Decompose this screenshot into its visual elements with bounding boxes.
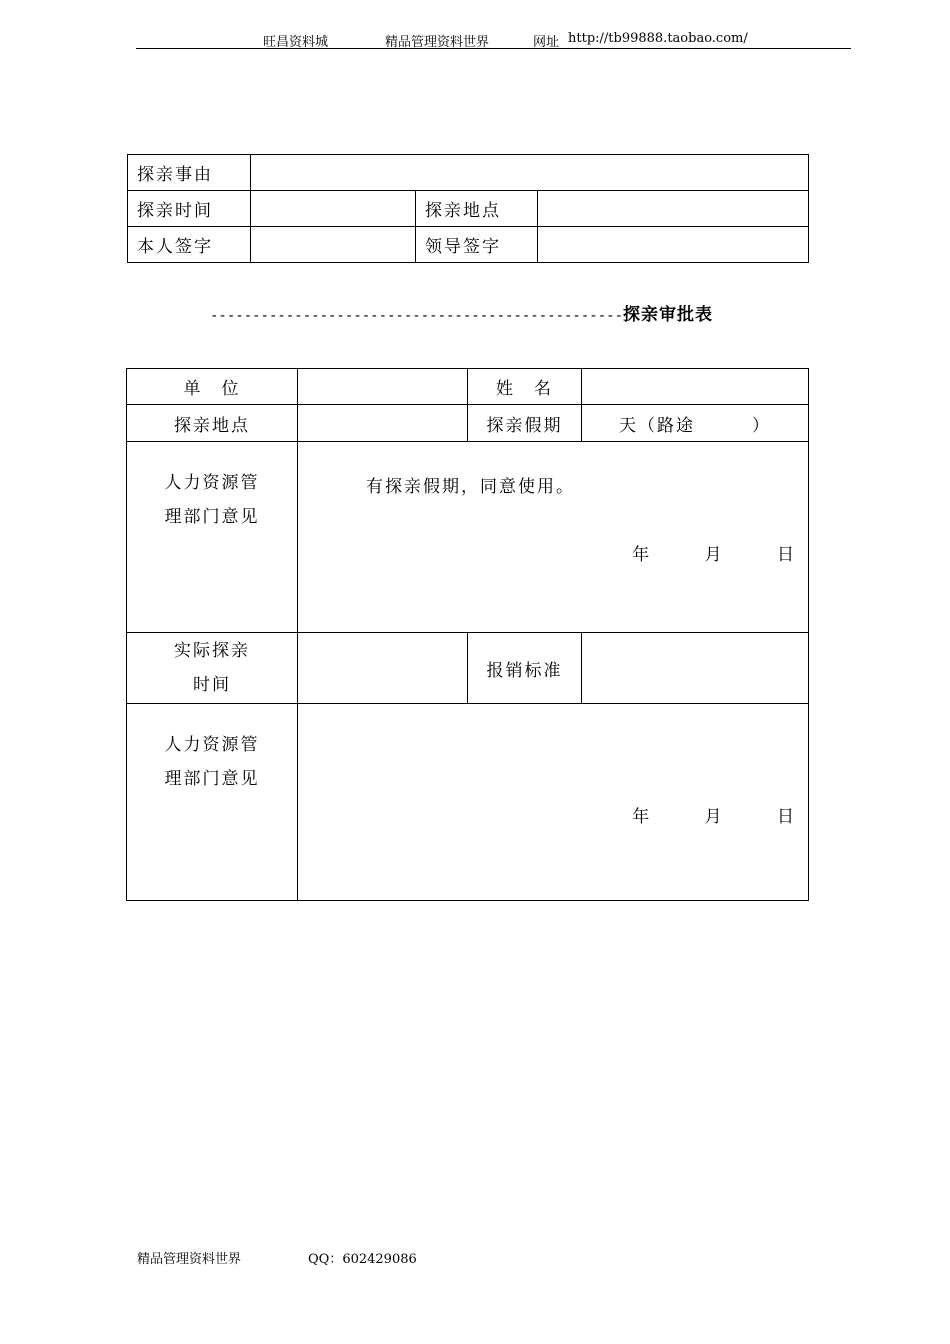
time-field[interactable] [251, 191, 416, 227]
reason-label: 探亲事由 [128, 155, 251, 191]
approval-date [632, 540, 796, 565]
table-row [127, 405, 809, 442]
place-field[interactable] [298, 405, 468, 442]
header-shop: 旺昌资料城 [263, 35, 329, 50]
date-year: 年 [632, 545, 652, 565]
actual-time-line1: 实际探亲 [174, 641, 250, 661]
table-row [128, 155, 809, 191]
table-row [127, 704, 809, 901]
hr-opinion-label [127, 442, 298, 633]
page-title [210, 300, 713, 325]
hr-opinion-cell[interactable] [298, 442, 809, 633]
footer-qq: QQ：602429086 [308, 1252, 417, 1267]
hr-opinion2-line2: 理部门意见 [164, 769, 260, 789]
actual-time-field[interactable] [298, 633, 468, 704]
table-row [127, 369, 809, 405]
header-brand: 精品管理资料世界 [385, 35, 490, 50]
reimburse-field[interactable] [582, 633, 809, 704]
table-row [128, 191, 809, 227]
header-url[interactable]: http://tb99888.taobao.com/ [568, 31, 748, 46]
hr-opinion-line2: 理部门意见 [164, 507, 260, 527]
date-day: 日 [777, 545, 796, 565]
date-month: 月 [704, 545, 724, 565]
self-sign-field[interactable] [251, 227, 416, 263]
place-label: 探亲地点 [127, 405, 298, 442]
name-field[interactable] [582, 369, 809, 405]
date2-month: 月 [704, 807, 724, 827]
unit-label: 单 位 [127, 369, 298, 405]
hr-opinion2-line1: 人力资源管 [164, 735, 260, 755]
leader-sign-label: 领导签字 [416, 227, 538, 263]
title-text: 探亲审批表 [623, 305, 714, 325]
time-label: 探亲时间 [128, 191, 251, 227]
table-row [127, 442, 809, 633]
visit-request-table [127, 154, 809, 263]
actual-time-line2: 时间 [193, 675, 231, 695]
header-divider [136, 48, 851, 49]
reimburse-label: 报销标准 [468, 633, 582, 704]
table-row [127, 633, 809, 704]
approval-date-2 [632, 802, 796, 827]
hr-opinion-text: 有探亲假期，同意使用。 [366, 477, 575, 497]
unit-field[interactable] [298, 369, 468, 405]
hr-opinion-line1: 人力资源管 [164, 473, 260, 493]
place-field[interactable] [538, 191, 809, 227]
hr-opinion2-cell[interactable] [298, 704, 809, 901]
leave-label: 探亲假期 [468, 405, 582, 442]
date2-day: 日 [777, 807, 796, 827]
leave-value[interactable]: 天（路途 ） [582, 405, 809, 442]
reason-field[interactable] [251, 155, 809, 191]
actual-time-label [127, 633, 298, 704]
footer-brand: 精品管理资料世界 [137, 1252, 242, 1267]
date2-year: 年 [632, 807, 652, 827]
approval-table [126, 368, 809, 901]
header-url-label: 网址 [533, 35, 560, 50]
place-label: 探亲地点 [416, 191, 538, 227]
table-row [128, 227, 809, 263]
self-sign-label: 本人签字 [128, 227, 251, 263]
leader-sign-field[interactable] [538, 227, 809, 263]
title-dashes: ------------------------------------------------- [210, 308, 624, 324]
name-label: 姓 名 [468, 369, 582, 405]
hr-opinion2-label [127, 704, 298, 901]
